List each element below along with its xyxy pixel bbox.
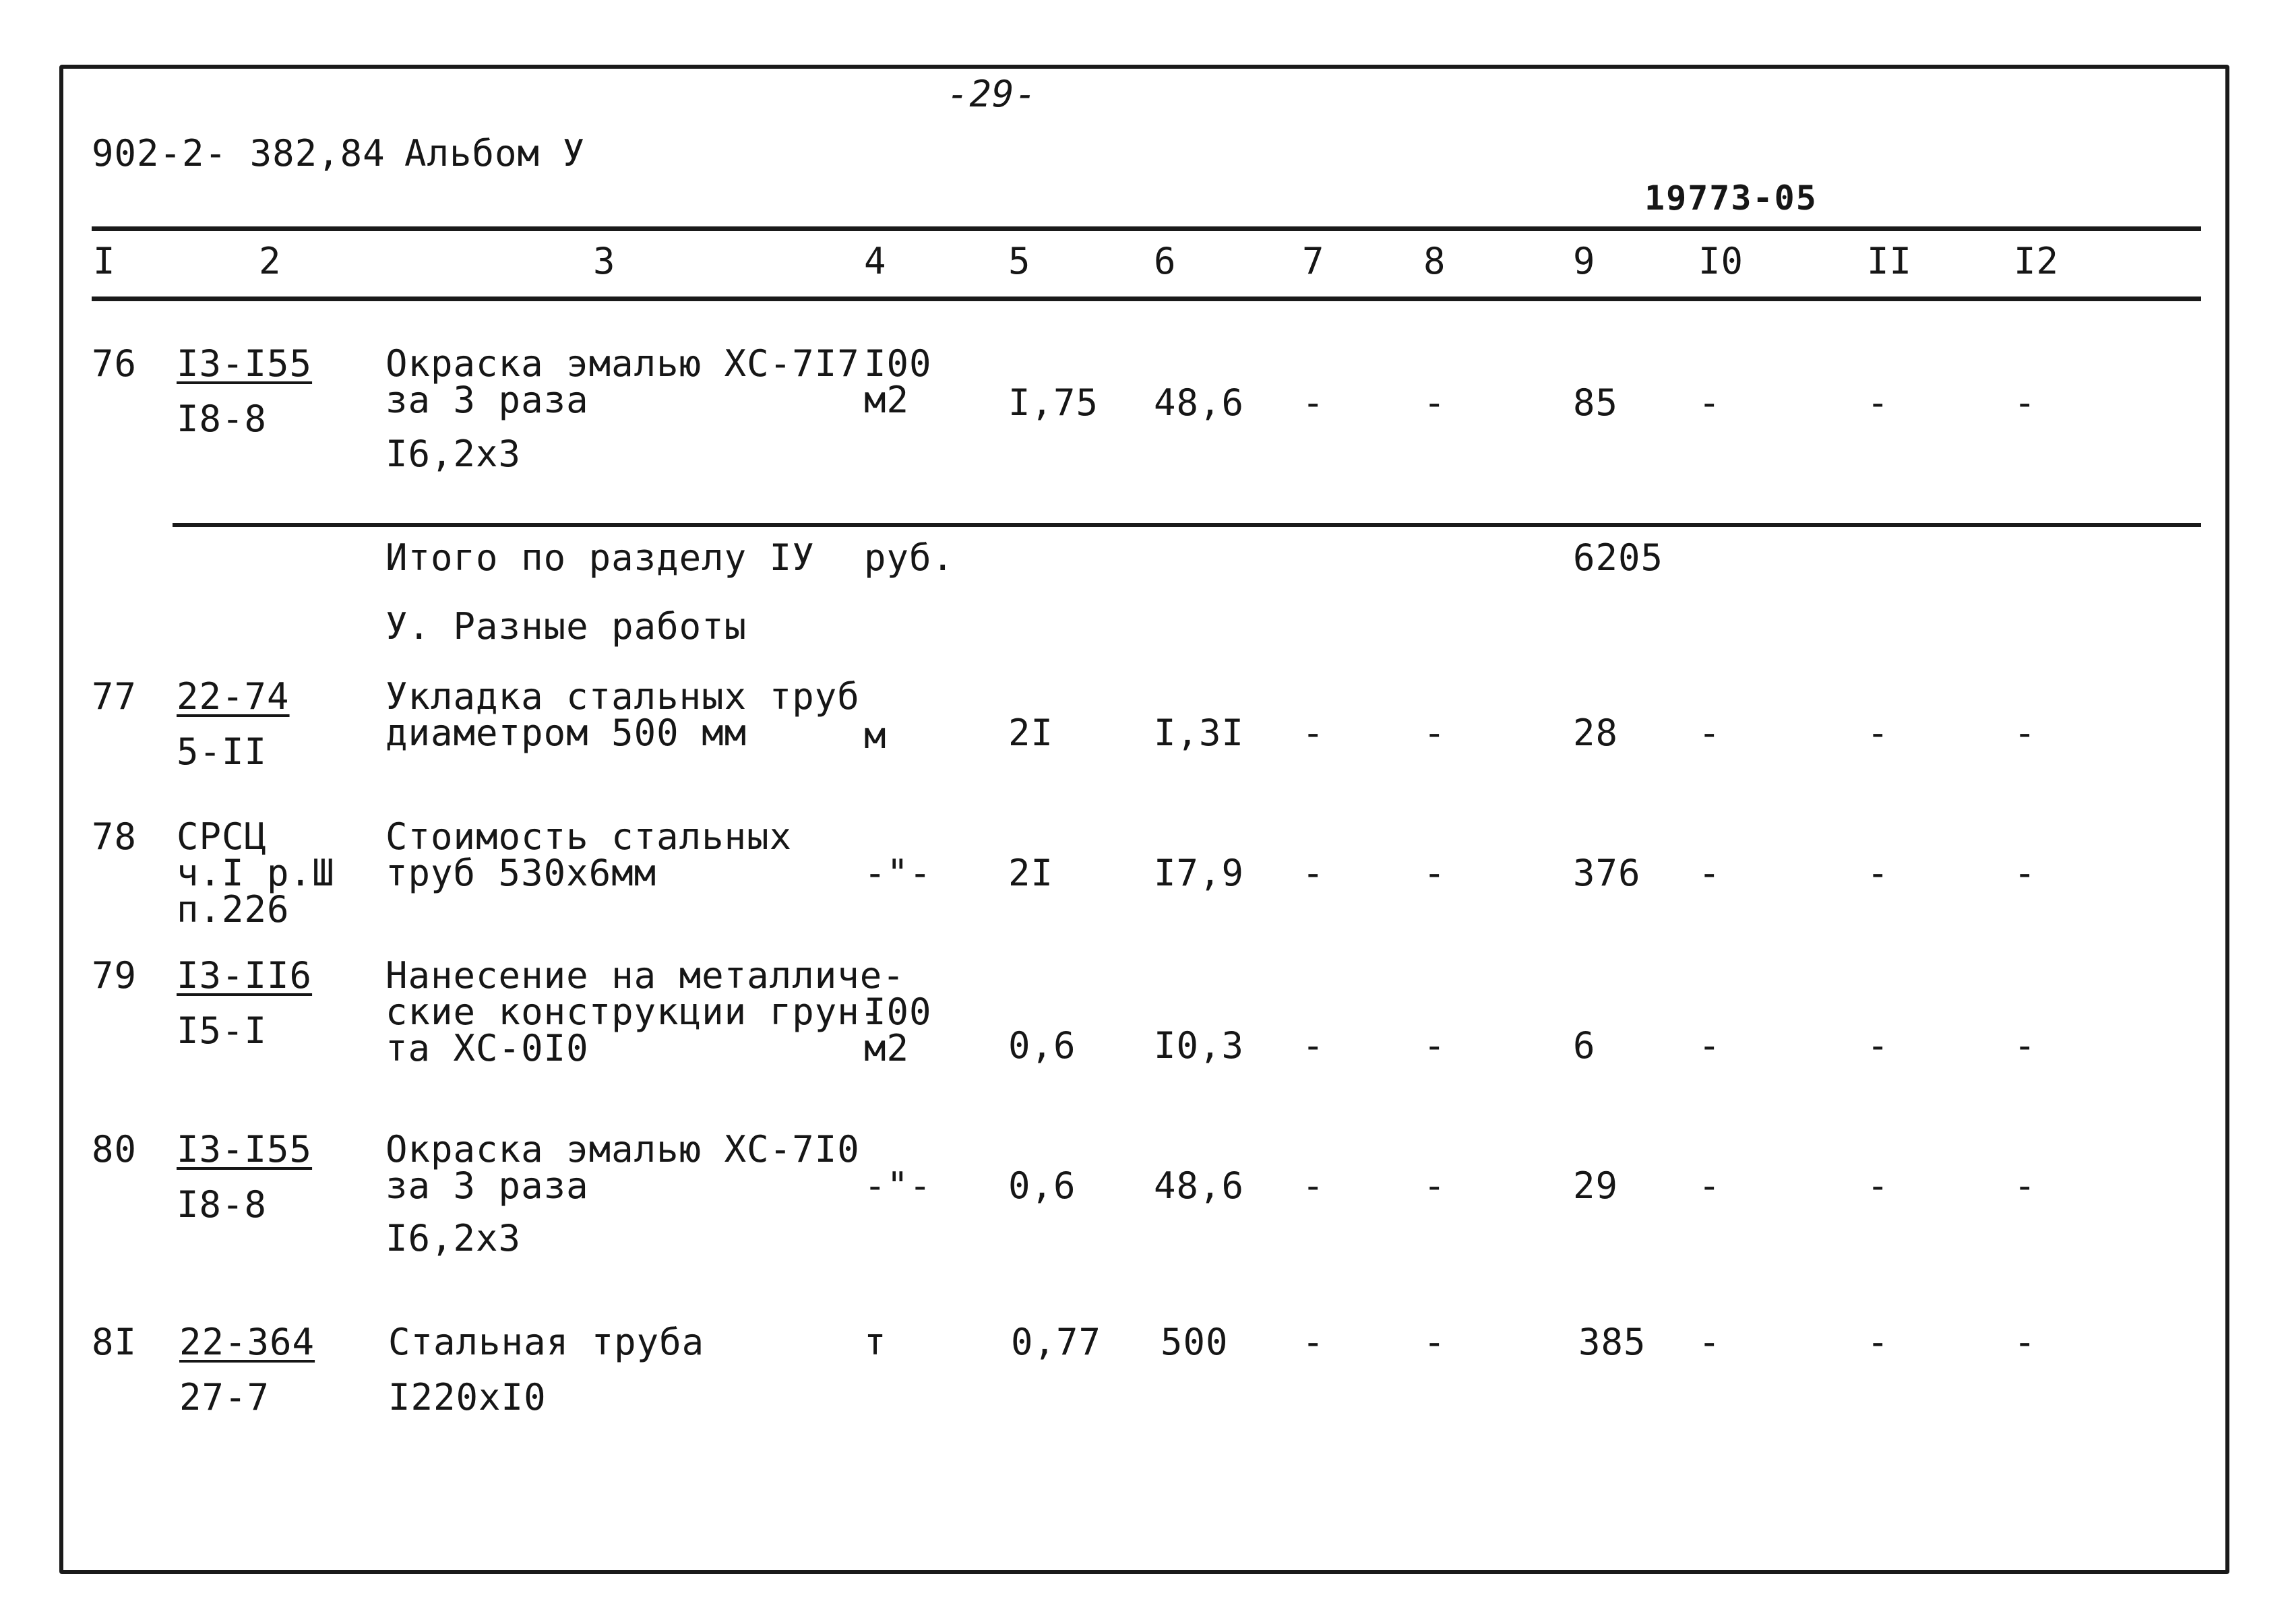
header-bottom-rule [92, 296, 2201, 301]
row-col8: - [1423, 1164, 1446, 1207]
col-header: I2 [2014, 240, 2060, 282]
row-col7: - [1302, 1164, 1325, 1207]
subtotal-unit: руб. [864, 536, 955, 579]
row-col11: - [1867, 1164, 1890, 1207]
inventory-stamp: 19773-05 [1644, 179, 1818, 218]
row-col12: - [2014, 1321, 2037, 1363]
row-col6: 500 [1161, 1321, 1229, 1363]
col-header: 3 [593, 240, 616, 282]
row-unit: м2 [864, 1027, 910, 1069]
col-header: I [93, 240, 116, 282]
row-description: та ХС-0I0 [385, 1027, 589, 1069]
row-code-bottom: 27-7 [179, 1376, 270, 1418]
row-description: Стальная труба [388, 1321, 705, 1363]
page-frame [59, 65, 2229, 1574]
row-col8: - [1423, 1321, 1446, 1363]
row-code-bottom: I5-I [177, 1009, 268, 1052]
row-col9: 376 [1573, 852, 1641, 894]
subtotal-value: 6205 [1573, 536, 1664, 579]
row-unit: I00 [864, 991, 932, 1033]
doc-code: 902-2- 382,84 [92, 132, 385, 175]
row-col12: - [2014, 1164, 2037, 1207]
row-col12: - [2014, 381, 2037, 424]
row-description: Стоимость стальных [385, 815, 793, 858]
row-col5: 0,6 [1008, 1024, 1076, 1067]
row-description: I6,2х3 [385, 433, 522, 475]
col-header: 9 [1573, 240, 1596, 282]
row-unit: -"- [864, 852, 932, 894]
row-col8: - [1423, 1024, 1446, 1067]
col-header: 7 [1302, 240, 1325, 282]
row-description: Окраска эмалью ХС-7I7 [385, 342, 860, 385]
col-header: 5 [1008, 240, 1031, 282]
row-col5: 2I [1008, 712, 1054, 754]
row-col8: - [1423, 712, 1446, 754]
row-col11: - [1867, 381, 1890, 424]
row-number: 77 [92, 675, 137, 718]
row-col9: 6 [1573, 1024, 1596, 1067]
row-col7: - [1302, 1024, 1325, 1067]
row-col10: - [1698, 1321, 1721, 1363]
row-col8: - [1423, 852, 1446, 894]
row-col8: - [1423, 381, 1446, 424]
row-description: Укладка стальных труб [385, 675, 860, 718]
row-col7: - [1302, 852, 1325, 894]
row-col7: - [1302, 1321, 1325, 1363]
row-col5: 0,6 [1008, 1164, 1076, 1207]
row-col6: I,3I [1154, 712, 1245, 754]
row-col9: 29 [1573, 1164, 1619, 1207]
row-number: 80 [92, 1128, 137, 1170]
col-header: 8 [1423, 240, 1446, 282]
row-col6: I0,3 [1154, 1024, 1245, 1067]
col-header: 6 [1154, 240, 1177, 282]
row-code-line: ч.I р.Ш [177, 852, 335, 894]
row-col10: - [1698, 712, 1721, 754]
row-col10: - [1698, 852, 1721, 894]
row-col7: - [1302, 712, 1325, 754]
row-description: I6,2х3 [385, 1217, 522, 1259]
row-col11: - [1867, 712, 1890, 754]
row-col6: 48,6 [1154, 1164, 1245, 1207]
row-number: 78 [92, 815, 137, 858]
row-col11: - [1867, 852, 1890, 894]
row-unit: -"- [864, 1164, 932, 1207]
col-header: 4 [864, 240, 887, 282]
col-header: II [1867, 240, 1913, 282]
row-number: 8I [92, 1321, 137, 1363]
row-code-top: I3-II6 [177, 954, 313, 997]
row-col5: 2I [1008, 852, 1054, 894]
row-col12: - [2014, 1024, 2037, 1067]
row-code-bottom: I8-8 [177, 398, 268, 440]
row-unit: м2 [864, 379, 910, 421]
row-col5: 0,77 [1011, 1321, 1102, 1363]
row-number: 79 [92, 954, 137, 997]
row-col9: 28 [1573, 712, 1619, 754]
row-description: диаметром 500 мм [385, 712, 747, 754]
col-header: I0 [1698, 240, 1744, 282]
row-col12: - [2014, 852, 2037, 894]
col-header: 2 [259, 240, 282, 282]
row-col5: I,75 [1008, 381, 1099, 424]
row-unit: м [864, 714, 887, 757]
header-top-rule [92, 226, 2201, 231]
row-col11: - [1867, 1024, 1890, 1067]
row-description: за 3 раза [385, 1164, 589, 1207]
row-col11: - [1867, 1321, 1890, 1363]
row-col12: - [2014, 712, 2037, 754]
row-code-top: 22-364 [179, 1321, 315, 1363]
subtotal-label: Итого по разделу IУ [385, 536, 815, 579]
row-col6: 48,6 [1154, 381, 1245, 424]
section-title: У. Разные работы [385, 605, 747, 648]
row-col6: I7,9 [1154, 852, 1245, 894]
row-code-bottom: I8-8 [177, 1183, 268, 1226]
row-code-bottom: 5-II [177, 730, 268, 773]
subtotal-rule [173, 523, 2201, 527]
row-description: труб 530х6мм [385, 852, 657, 894]
album-title: Альбом У [404, 132, 586, 175]
row-description: Нанесение на металличе- [385, 954, 905, 997]
row-description: Окраска эмалью ХС-7I0 [385, 1128, 860, 1170]
row-unit: т [864, 1321, 887, 1363]
row-description: ские конструкции грун- [385, 991, 883, 1033]
row-code-top: I3-I55 [177, 1128, 313, 1170]
row-unit: I00 [864, 342, 932, 385]
row-col9: 385 [1578, 1321, 1646, 1363]
row-code-top: I3-I55 [177, 342, 313, 385]
row-col10: - [1698, 1024, 1721, 1067]
row-col9: 85 [1573, 381, 1619, 424]
row-code-top: 22-74 [177, 675, 290, 718]
row-number: 76 [92, 342, 137, 385]
row-description: I220хI0 [388, 1376, 547, 1418]
row-col10: - [1698, 381, 1721, 424]
row-code-line: СРСЦ [177, 815, 268, 858]
row-col10: - [1698, 1164, 1721, 1207]
page-number: -29- [947, 73, 1038, 115]
row-description: за 3 раза [385, 379, 589, 421]
row-code-line: п.226 [177, 888, 290, 931]
row-col7: - [1302, 381, 1325, 424]
